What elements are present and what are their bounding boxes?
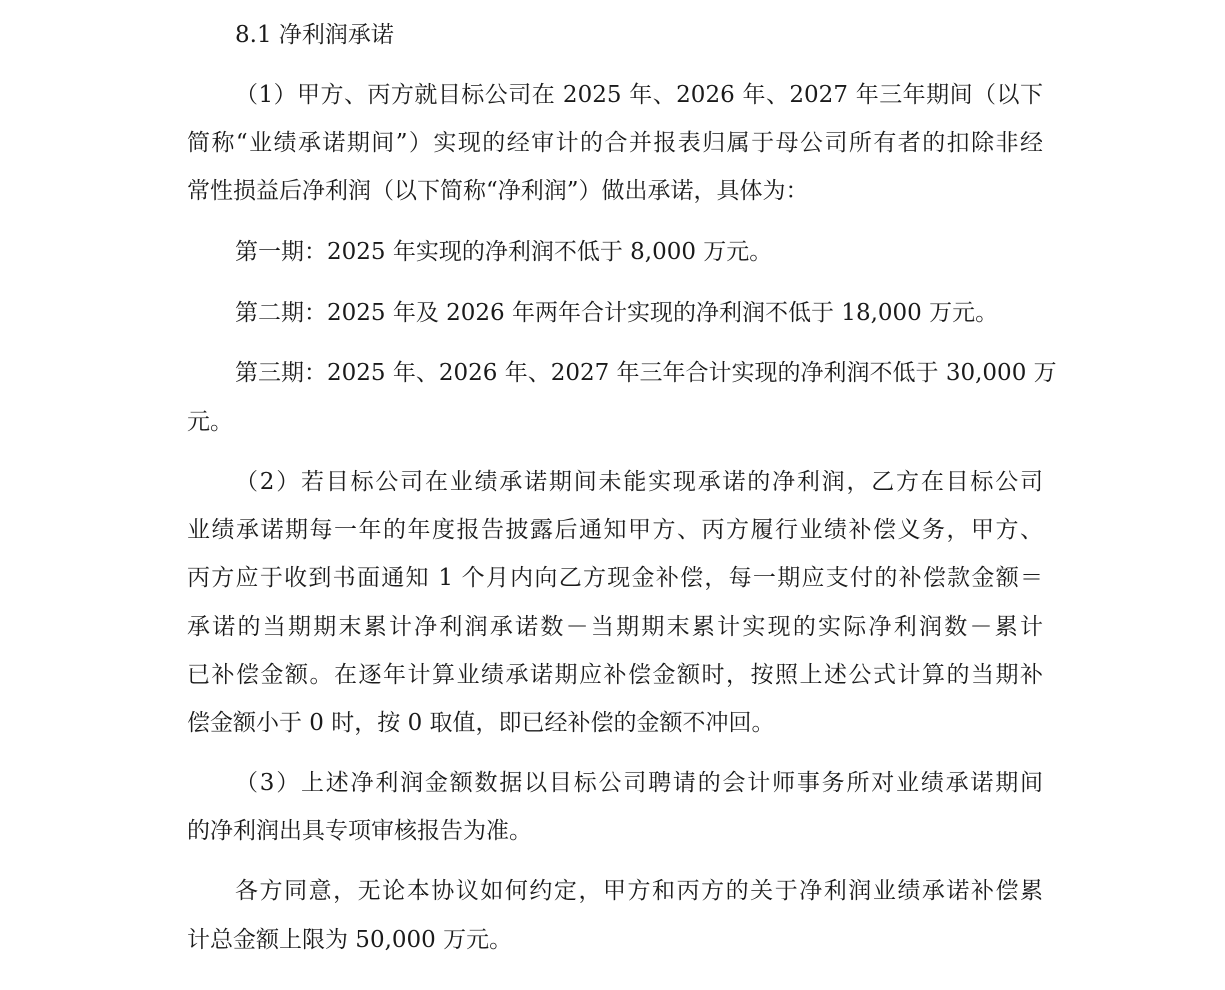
section-heading: 8.1 净利润承诺 bbox=[235, 22, 394, 48]
para1-line1: （1）甲方、丙方就目标公司在 2025 年、2026 年、2027 年三年期间（以下 bbox=[235, 82, 1043, 108]
para2-line6: 偿金额小于 0 时，按 0 取值，即已经补偿的金额不冲回。 bbox=[187, 710, 775, 736]
para2-line2: 业绩承诺期每一年的年度报告披露后通知甲方、丙方履行业绩补偿义务，甲方、 bbox=[187, 517, 1043, 543]
para2-line1: （2）若目标公司在业绩承诺期间未能实现承诺的净利润，乙方在目标公司 bbox=[235, 469, 1043, 495]
period-3-line2: 元。 bbox=[187, 409, 233, 435]
para3-line1: （3）上述净利润金额数据以目标公司聘请的会计师事务所对业绩承诺期间 bbox=[235, 770, 1043, 796]
para3-line2: 的净利润出具专项审核报告为准。 bbox=[187, 818, 532, 844]
period-3-line1: 第三期：2025 年、2026 年、2027 年三年合计实现的净利润不低于 30,000 万 bbox=[235, 360, 1057, 386]
para2-line5: 已补偿金额。在逐年计算业绩承诺期应补偿金额时，按照上述公式计算的当期补 bbox=[187, 662, 1043, 688]
para2-line3: 丙方应于收到书面通知 1 个月内向乙方现金补偿，每一期应支付的补偿款金额＝ bbox=[187, 565, 1043, 591]
para1-line3: 常性损益后净利润（以下简称“净利润”）做出承诺，具体为： bbox=[187, 178, 809, 204]
period-1: 第一期：2025 年实现的净利润不低于 8,000 万元。 bbox=[235, 239, 773, 265]
para2-line4: 承诺的当期期末累计净利润承诺数－当期期末累计实现的实际净利润数－累计 bbox=[187, 614, 1043, 640]
period-2: 第二期：2025 年及 2026 年两年合计实现的净利润不低于 18,000 万元。 bbox=[235, 300, 999, 326]
para4-line1: 各方同意，无论本协议如何约定，甲方和丙方的关于净利润业绩承诺补偿累 bbox=[235, 878, 1043, 904]
para4-line2: 计总金额上限为 50,000 万元。 bbox=[187, 927, 513, 953]
para1-line2: 简称“业绩承诺期间”）实现的经审计的合并报表归属于母公司所有者的扣除非经 bbox=[187, 130, 1043, 156]
